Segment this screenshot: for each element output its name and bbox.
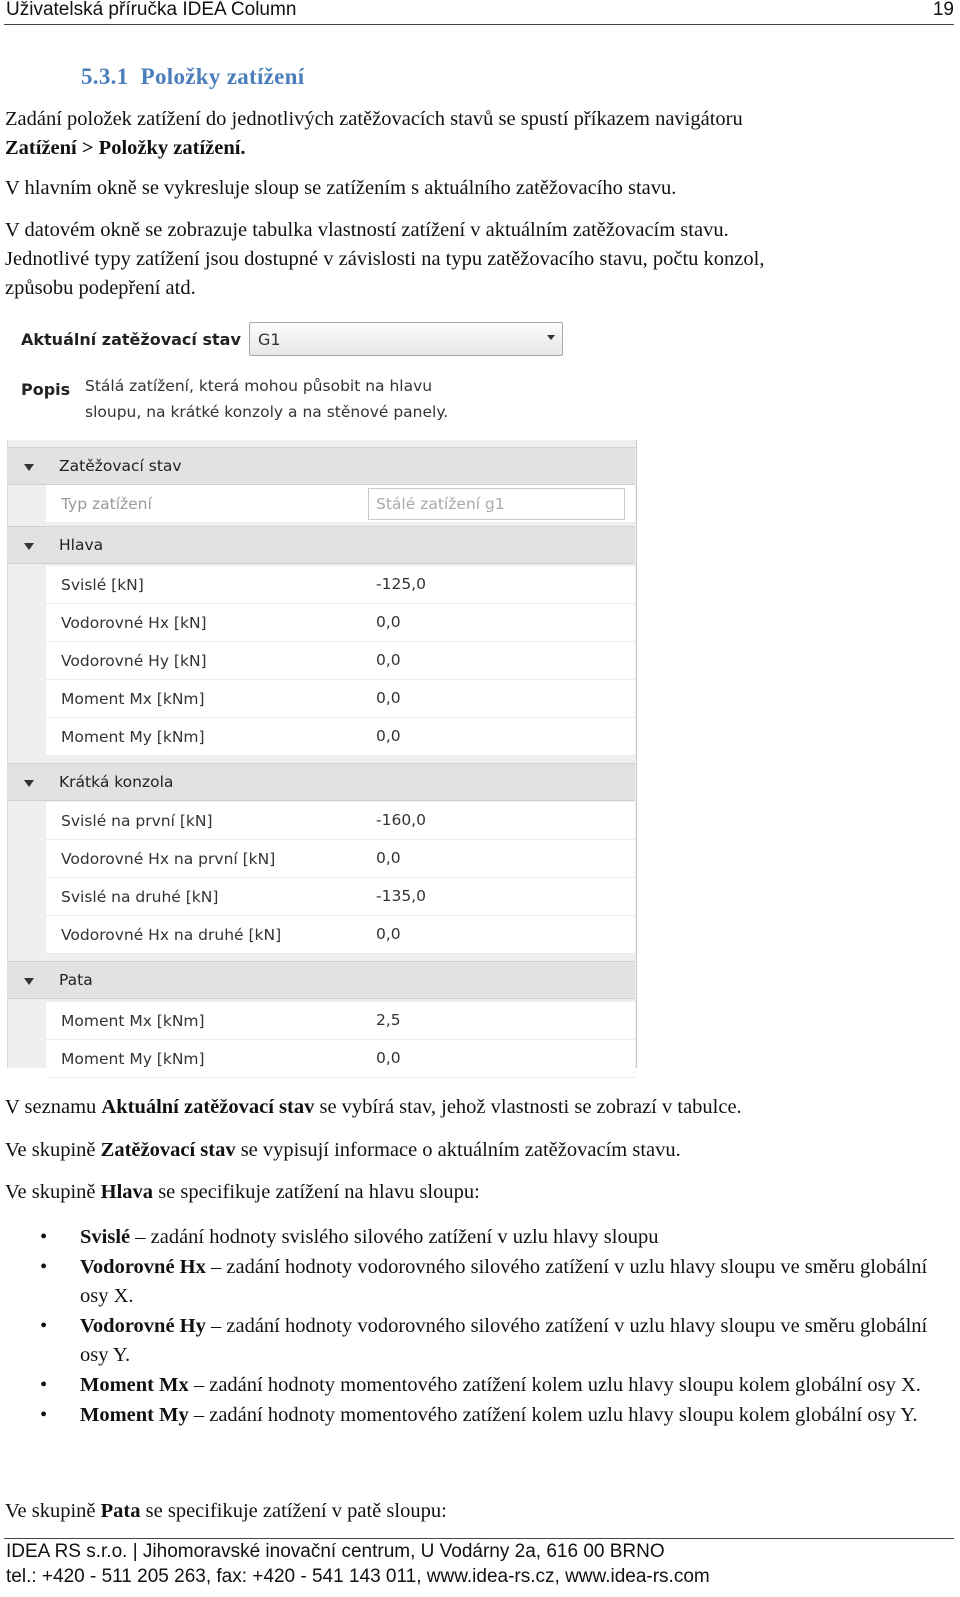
group-corbel[interactable] [7, 763, 635, 801]
row-value[interactable]: 0,0 [376, 689, 401, 707]
load-type-field[interactable] [368, 488, 625, 520]
row-label: Vodorovné Hx na druhé [kN] [61, 926, 282, 944]
chevron-down-icon[interactable] [547, 335, 555, 340]
document-title: Uživatelská příručka IDEA Column [6, 0, 297, 20]
intro-line: Zadání položek zatížení do jednotlivých zatěžovacích stavů se spustí příkazem navigátoru [5, 108, 743, 130]
row-label: Svislé [kN] [61, 576, 144, 594]
intro-paragraph-1 [5, 105, 955, 163]
row-head-hx[interactable] [46, 604, 635, 642]
text-run-bold: Aktuální zatěžovací stav [101, 1096, 315, 1118]
row-foot-my[interactable] [46, 1040, 635, 1078]
row-head-my[interactable] [46, 718, 635, 756]
collapse-icon[interactable] [24, 464, 34, 471]
head-load-list [40, 1223, 955, 1431]
collapse-icon[interactable] [24, 543, 34, 550]
list-term: Moment Mx [80, 1374, 189, 1396]
list-text: – zadání hodnoty momentového zatížení kolem uzlu hlavy sloupu kolem globální osy X. [188, 1374, 921, 1396]
row-value[interactable]: -125,0 [376, 575, 426, 593]
list-term: Moment My [80, 1404, 189, 1426]
text-run-bold: Pata [100, 1500, 141, 1522]
list-term: Vodorovné Hy [80, 1315, 206, 1337]
row-value[interactable]: 2,5 [376, 1011, 401, 1029]
collapse-icon[interactable] [24, 780, 34, 787]
list-term: Vodorovné Hx [80, 1256, 206, 1278]
footer-contacts: tel.: +420 - 511 205 263, fax: +420 - 541 143 011, www.idea-rs.cz, www.idea-rs.com [6, 1566, 710, 1587]
row-label: Vodorovné Hx [kN] [61, 614, 207, 632]
group-title: Krátká konzola [59, 773, 174, 791]
description-label: Popis [21, 380, 71, 399]
row-value[interactable]: 0,0 [376, 651, 401, 669]
footer-address: IDEA RS s.r.o. | Jihomoravské inovační centrum, U Vodárny 2a, 616 00 BRNO [6, 1541, 665, 1562]
description-line: Stálá zatížení, která mohou působit na hlavu [85, 377, 433, 395]
description-line: sloupu, na krátké konzoly a na stěnové panely. [85, 403, 449, 421]
row-value[interactable]: -135,0 [376, 887, 426, 905]
row-corbel-h1[interactable] [46, 840, 635, 878]
list-term: Svislé [80, 1226, 131, 1248]
list-item [40, 1223, 955, 1252]
text-run: se specifikuje zatížení v patě sloupu: [140, 1500, 447, 1522]
row-label: Svislé na druhé [kN] [61, 888, 219, 906]
list-item [40, 1371, 955, 1400]
row-value[interactable]: 0,0 [376, 727, 401, 745]
intro-line: způsobu podepření atd. [5, 277, 196, 299]
group-head[interactable] [7, 526, 635, 564]
list-text: – zadání hodnoty momentového zatížení kolem uzlu hlavy sloupu kolem globální osy Y. [188, 1404, 918, 1426]
row-corbel-h2[interactable] [46, 916, 635, 954]
text-run: Ve skupině [5, 1181, 101, 1203]
row-load-type [46, 485, 635, 523]
section-title: Položky zatížení [140, 64, 305, 89]
intro-line: Jednotlivé typy zatížení jsou dostupné v závislosti na typu zatěžovacího stavu, počtu konzol, [5, 248, 765, 270]
row-head-vertical[interactable] [46, 566, 635, 604]
intro-paragraph-2: V hlavním okně se vykresluje sloup se zatížením s aktuálního zatěžovacího stavu. [5, 177, 677, 199]
collapse-icon[interactable] [24, 978, 34, 985]
text-run-bold: Hlava [100, 1181, 154, 1203]
list-text: – zadání hodnoty vodorovného silového zatížení v uzlu hlavy sloupu ve směru globální osy Y. [80, 1315, 928, 1366]
row-head-hy[interactable] [46, 642, 635, 680]
text-run: se vybírá stav, jehož vlastnosti se zobrazí v tabulce. [314, 1096, 742, 1118]
group-title: Pata [59, 971, 93, 989]
text-run-bold: Zatěžovací stav [100, 1139, 236, 1161]
navigator-command: Zatížení > Položky zatížení. [5, 137, 246, 159]
row-value[interactable]: 0,0 [376, 925, 401, 943]
current-load-case-value: G1 [258, 330, 281, 349]
list-text: – zadání hodnoty vodorovného silového zatížení v uzlu hlavy sloupu ve směru globální osy X. [80, 1256, 928, 1307]
row-value[interactable]: 0,0 [376, 613, 401, 631]
row-value[interactable]: -160,0 [376, 811, 426, 829]
row-label: Moment Mx [kNm] [61, 1012, 205, 1030]
row-corbel-v1[interactable] [46, 802, 635, 840]
group-foot[interactable] [7, 961, 635, 999]
group-load-case[interactable] [7, 447, 635, 485]
list-text: – zadání hodnoty svislého silového zatížení v uzlu hlavy sloupu [130, 1226, 659, 1248]
text-run: V seznamu [5, 1096, 102, 1118]
row-label: Vodorovné Hx na první [kN] [61, 850, 276, 868]
list-item [40, 1253, 955, 1311]
description-text [85, 373, 448, 425]
intro-paragraph-3: V datovém okně se zobrazuje tabulka vlastností zatížení v aktuálním zatěžovacím stavu. [5, 219, 729, 241]
row-value[interactable]: 0,0 [376, 849, 401, 867]
row-label: Moment Mx [kNm] [61, 690, 205, 708]
row-value[interactable]: 0,0 [376, 1049, 401, 1067]
row-label: Svislé na první [kN] [61, 812, 213, 830]
paragraph-foot-group [5, 1497, 955, 1526]
paragraph-head-group [5, 1178, 955, 1207]
text-run: se specifikuje zatížení na hlavu sloupu: [153, 1181, 480, 1203]
row-label: Typ zatížení [61, 495, 152, 513]
section-number: 5.3.1 [81, 64, 129, 89]
current-load-case-label: Aktuální zatěžovací stav [21, 330, 241, 349]
list-item [40, 1401, 955, 1430]
section-heading [81, 64, 304, 90]
row-label: Moment My [kNm] [61, 728, 205, 746]
text-run: se vypisují informace o aktuálním zatěžovacím stavu. [235, 1139, 681, 1161]
row-label: Vodorovné Hy [kN] [61, 652, 207, 670]
text-run: Ve skupině [5, 1139, 101, 1161]
intro-paragraph-4 [5, 245, 955, 303]
text-run: Ve skupině [5, 1500, 101, 1522]
list-item [40, 1312, 955, 1370]
group-title: Hlava [59, 536, 104, 554]
load-type-value: Stálé zatížení g1 [376, 495, 505, 513]
paragraph-current-lc [5, 1093, 955, 1122]
row-label: Moment My [kNm] [61, 1050, 205, 1068]
page-footer [4, 1538, 954, 1589]
group-title: Zatěžovací stav [59, 457, 182, 475]
row-foot-mx[interactable] [46, 1002, 635, 1040]
row-head-mx[interactable] [46, 680, 635, 718]
page-number: 19 [932, 0, 954, 20]
page-header [4, 0, 954, 25]
row-corbel-v2[interactable] [46, 878, 635, 916]
current-load-case-dropdown[interactable] [249, 322, 563, 356]
paragraph-lc-group [5, 1136, 955, 1165]
